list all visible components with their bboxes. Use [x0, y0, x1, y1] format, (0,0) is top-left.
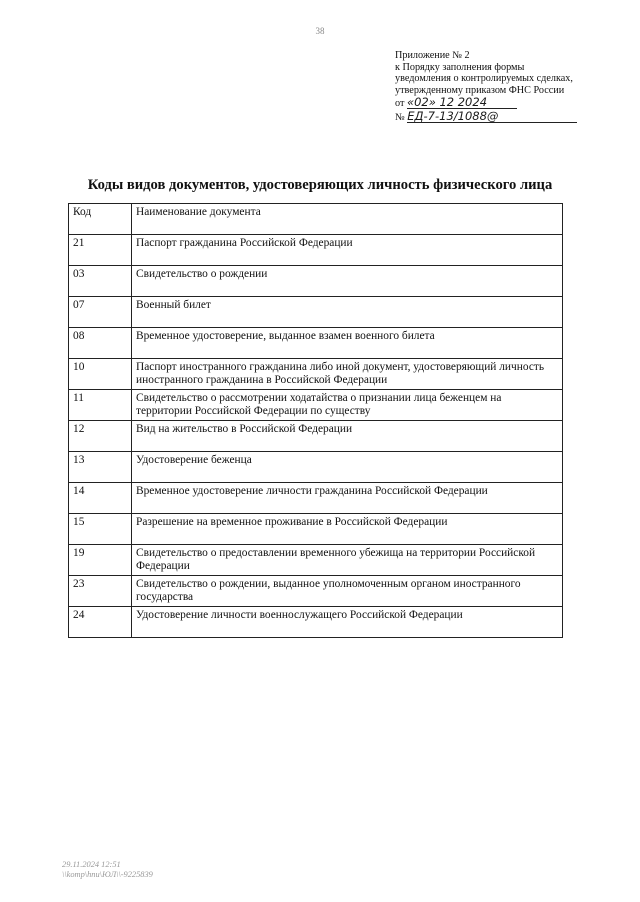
table-row: [69, 390, 563, 421]
table-row: [69, 514, 563, 545]
appendix-line: уведомления о контролируемых сделках,: [395, 73, 573, 85]
row-code: 21: [69, 235, 132, 266]
table-row: [69, 235, 563, 266]
order-date-line: [395, 96, 625, 110]
row-code: 24: [69, 607, 132, 638]
table-row: [69, 607, 563, 638]
row-name: Свидетельство о рассмотрении ходатайства о признании лица беженцем на территории Российской Федерации по существу: [132, 390, 563, 421]
number-prefix: №: [395, 111, 405, 123]
table-row: [69, 421, 563, 452]
row-code: 12: [69, 421, 132, 452]
row-name: Разрешение на временное проживание в Российской Федерации: [132, 514, 563, 545]
row-name: Паспорт гражданина Российской Федерации: [132, 235, 563, 266]
row-code: 14: [69, 483, 132, 514]
row-name: Свидетельство о предоставлении временного убежища на территории Российской Федерации: [132, 545, 563, 576]
row-name: Свидетельство о рождении, выданное уполномоченным органом иностранного государства: [132, 576, 563, 607]
appendix-line: к Порядку заполнения формы: [395, 61, 525, 73]
row-code: 07: [69, 297, 132, 328]
row-name: Удостоверение беженца: [132, 452, 563, 483]
page-number: 38: [315, 26, 325, 36]
row-name: Свидетельство о рождении: [132, 266, 563, 297]
appendix-block: [395, 50, 625, 124]
row-code: 10: [69, 359, 132, 390]
row-name: Паспорт иностранного гражданина либо иной документ, удостоверяющий личность иностранного гражданина в Российской Федерации: [132, 359, 563, 390]
row-code: 15: [69, 514, 132, 545]
appendix-line: Приложение № 2: [395, 50, 470, 61]
row-name: Временное удостоверение личности гражданина Российской Федерации: [132, 483, 563, 514]
footer-timestamp: 29.11.2024 12:51: [62, 860, 121, 869]
header-code: Код: [69, 204, 132, 235]
row-name: Военный билет: [132, 297, 563, 328]
table-header-row: [69, 204, 563, 235]
page-title: Коды видов документов, удостоверяющих личность физического лица: [87, 177, 553, 193]
footer-path: \\komp\hnu\ЮЛ\\-9225839: [62, 870, 153, 879]
table-row: [69, 266, 563, 297]
handwritten-date: «02» 12 2024: [407, 96, 517, 109]
row-code: 11: [69, 390, 132, 421]
table-row: [69, 297, 563, 328]
table-row: [69, 576, 563, 607]
row-code: 13: [69, 452, 132, 483]
row-name: Временное удостоверение, выданное взамен военного билета: [132, 328, 563, 359]
table-row: [69, 483, 563, 514]
table-row: [69, 545, 563, 576]
date-prefix: от: [395, 98, 405, 110]
row-name: Вид на жительство в Российской Федерации: [132, 421, 563, 452]
table-row: [69, 452, 563, 483]
table-row: [69, 328, 563, 359]
appendix-line: утвержденному приказом ФНС России: [395, 84, 565, 96]
handwritten-number: ЕД-7-13/1088@: [407, 110, 577, 123]
row-code: 19: [69, 545, 132, 576]
row-code: 03: [69, 266, 132, 297]
row-name: Удостоверение личности военнослужащего Российской Федерации: [132, 607, 563, 638]
document-codes-table: [68, 203, 563, 638]
header-name: Наименование документа: [132, 204, 563, 235]
table-row: [69, 359, 563, 390]
print-footer: [62, 860, 153, 880]
row-code: 23: [69, 576, 132, 607]
row-code: 08: [69, 328, 132, 359]
order-number-line: [395, 110, 625, 124]
